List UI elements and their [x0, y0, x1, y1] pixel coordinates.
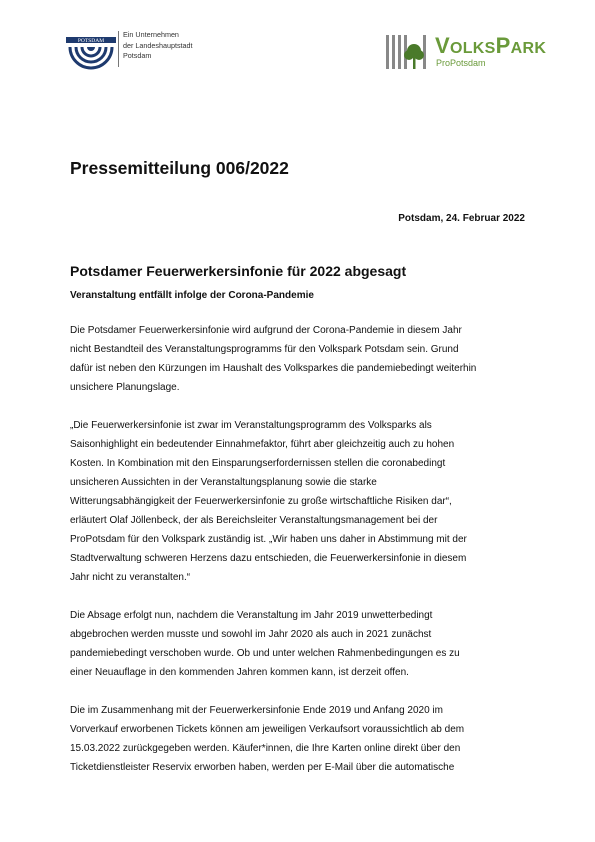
potsdam-logo-line: Potsdam [123, 51, 152, 60]
text-line: dafür ist neben den Kürzungen im Haushalt des Volksparkes die pandemiebedingt weiterhin [70, 363, 477, 374]
document-date: Potsdam, 24. Februar 2022 [398, 213, 525, 224]
text-line: Jahr nicht zu veranstalten.“ [70, 572, 191, 583]
text-line: unsichere Planungslage. [70, 382, 180, 393]
text-line: „Die Feuerwerkersinfonie ist zwar im Veranstaltungsprogramm des Volksparks als [70, 420, 432, 431]
text-line: Die im Zusammenhang mit der Feuerwerkersinfonie Ende 2019 und Anfang 2020 im [70, 705, 443, 716]
paragraph-4 [70, 701, 528, 777]
text-line: Die Absage erfolgt nun, nachdem die Veranstaltung im Jahr 2019 unwetterbedingt [70, 610, 433, 621]
text-line: pandemiebedingt verschoben wurde. Ob und unter welchen Rahmenbedingungen es zu [70, 648, 460, 659]
volkspark-wordmark: VOLKSPARK [435, 33, 547, 58]
text-line: Stadtverwaltung schweren Herzens dazu entschieden, die Feuerwerkersinfonie in diesem [70, 553, 467, 564]
paragraph-1 [70, 321, 528, 397]
potsdam-logo-text [123, 30, 193, 62]
text-line: einer Neuauflage in den kommenden Jahren kommen kann, ist derzeit offen. [70, 667, 409, 678]
text-line: Saisonhighlight ein bedeutender Einnahmefaktor, führt aber gleichzeitig auch zu hohen [70, 439, 455, 450]
potsdam-city-logo [66, 33, 116, 73]
text-line: Vorverkauf erworbenen Tickets können am jeweiligen Verkaufsort voraussichtlich ab dem [70, 724, 465, 735]
text-line: Witterungsabhängigkeit der Feuerwerkersinfonie zu große wirtschaftliche Risiken dar“, [70, 496, 452, 507]
volkspark-subtitle: ProPotsdam [436, 58, 486, 68]
potsdam-logo-line: der Landeshauptstadt [123, 40, 193, 50]
logo-divider [118, 31, 119, 67]
text-line: erläutert Olaf Jöllenbeck, der als Bereichsleiter Veranstaltungsmanagement bei der [70, 515, 438, 526]
text-line: 15.03.2022 zurückgegeben werden. Käufer*innen, die Ihre Karten online direkt über den [70, 743, 461, 754]
text-line: Kosten. In Kombination mit den Einsparungserfordernissen stellen die coronabedingt [70, 458, 446, 469]
text-line: abgebrochen werden musste und sowohl im Jahr 2020 als auch in 2021 zunächst [70, 629, 432, 640]
text-line: unsicheren Aussichten in der Veranstaltungsplanung sowie die starke [70, 477, 377, 488]
volkspark-tree-icon [385, 33, 431, 71]
press-subheadline: Veranstaltung entfällt infolge der Corona-Pandemie [70, 290, 314, 301]
paragraph-3 [70, 606, 528, 682]
paragraph-2 [70, 416, 528, 587]
text-line: Die Potsdamer Feuerwerkersinfonie wird aufgrund der Corona-Pandemie in diesem Jahr [70, 325, 462, 336]
text-line: ProPotsdam für den Volkspark zuständig ist. „Wir haben uns daher in Abstimmung mit der [70, 534, 467, 545]
potsdam-logo-line: Ein Unternehmen [123, 30, 179, 39]
text-line: Ticketdienstleister Reservix erworben haben, werden per E-Mail über die automatische [70, 762, 455, 773]
potsdam-logo-wordmark: POTSDAM [77, 38, 105, 44]
text-line: nicht Bestandteil des Veranstaltungsprogramms für den Volkspark Potsdam sein. Grund [70, 344, 459, 355]
press-headline: Potsdamer Feuerwerkersinfonie für 2022 abgesagt [70, 263, 407, 279]
document-title: Pressemitteilung 006/2022 [70, 158, 289, 178]
